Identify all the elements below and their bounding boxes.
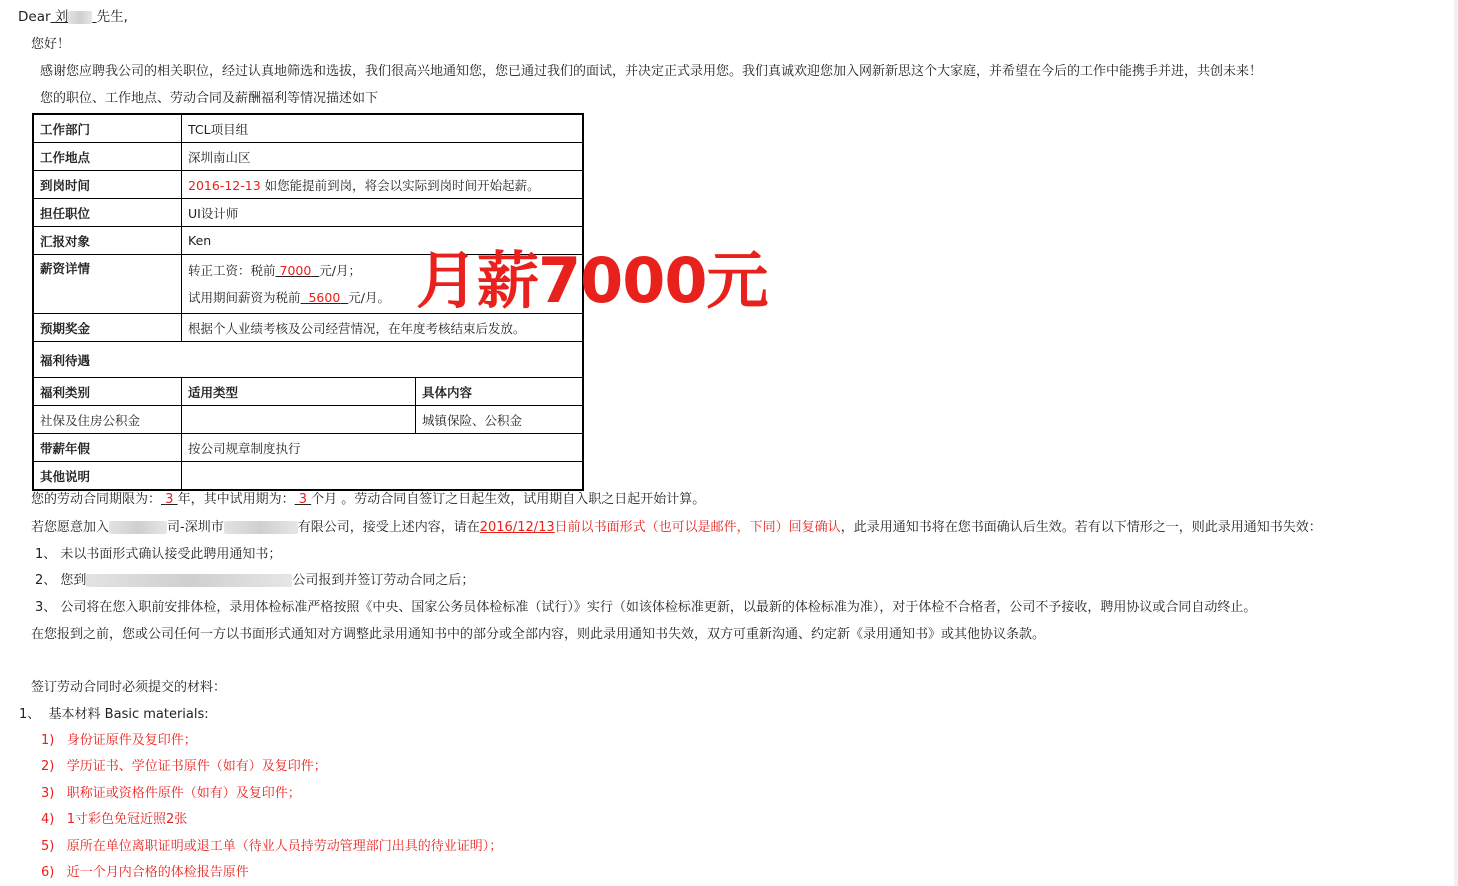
list-item <box>41 838 502 856</box>
salary-regular-suffix: 元/月； <box>319 263 361 278</box>
welfare-header-apply: 适用类型 <box>182 378 416 406</box>
condition-2-suffix: 公司报到并签订劳动合同之后； <box>292 573 475 588</box>
location-label: 工作地点 <box>33 143 182 171</box>
reply-deadline-date: 2016/12/13 <box>479 520 555 535</box>
welfare-apply <box>182 406 416 434</box>
acceptance-prefix: 若您愿意加入 <box>31 520 110 535</box>
table-row <box>33 342 583 378</box>
list-item-number: 2) <box>41 759 55 774</box>
report-to-value: Ken <box>182 227 584 255</box>
position-label: 担任职位 <box>33 199 182 227</box>
annual-leave-value: 按公司规章制度执行 <box>182 434 584 462</box>
list-item <box>41 785 301 803</box>
welfare-header-type: 福利类别 <box>33 378 182 406</box>
welfare-detail: 城镇保险、公积金 <box>416 406 584 434</box>
scrollbar-track[interactable] <box>1454 0 1458 886</box>
table-row <box>33 378 583 406</box>
salary-regular-value: 7000 <box>279 263 312 278</box>
salutation-name-underline <box>51 9 97 25</box>
table-row <box>33 434 583 462</box>
redaction-blur <box>86 574 292 587</box>
before-report-paragraph: 在您报到之前，您或公司任何一方以书面形式通知对方调整此录用通知书中的部分或全部内容，则此录用通知书失效，双方可重新沟通、约定新《录用通知书》或其他协议条款。 <box>31 627 1046 642</box>
table-row <box>33 143 583 171</box>
table-row <box>33 462 583 491</box>
list-item <box>41 811 187 829</box>
probation-months-underline <box>295 492 312 507</box>
list-item <box>41 864 249 882</box>
basic-materials-number: 1、 <box>19 707 41 722</box>
dept-value: TCL项目组 <box>182 114 584 143</box>
salutation-prefix: Dear <box>18 9 51 25</box>
contract-years: 3 <box>165 492 174 507</box>
salutation <box>18 8 128 26</box>
start-date-label: 到岗时间 <box>33 171 182 199</box>
contract-term-prefix: 您的劳动合同期限为： <box>31 492 162 507</box>
list-item-text: 身份证原件及复印件； <box>66 733 197 748</box>
list-item-number: 1) <box>41 733 55 748</box>
start-date-value: 2016-12-13 <box>188 177 261 193</box>
list-item-number: 3) <box>41 786 55 801</box>
other-value <box>182 462 584 491</box>
welfare-header-detail: 具体内容 <box>416 378 584 406</box>
table-row <box>33 314 583 342</box>
salutation-surname: 刘 <box>54 9 69 25</box>
redaction-blur <box>109 521 167 534</box>
condition-2 <box>35 572 474 590</box>
salary-probation-value: 5600 <box>308 290 341 305</box>
table-row <box>33 114 583 143</box>
reply-instruction: 日前以书面形式（也可以是邮件，下同）回复确认 <box>554 520 841 535</box>
list-item-number: 4) <box>41 812 55 827</box>
contract-term-suffix: 个月 。劳动合同自签订之日起生效，试用期自入职之日起开始计算。 <box>311 492 706 507</box>
contract-term-middle: 年，其中试用期为： <box>177 492 295 507</box>
list-item-text: 1寸彩色免冠近照2张 <box>66 812 188 827</box>
basic-materials-heading <box>19 706 209 724</box>
dept-label: 工作部门 <box>33 114 182 143</box>
list-item-number: 6) <box>41 865 55 880</box>
bonus-value: 根据个人业绩考核及公司经营情况，在年度考核结束后发放。 <box>182 314 584 342</box>
greeting: 您好！ <box>31 37 71 52</box>
intro-paragraph: 感谢您应聘我公司的相关职位，经过认真地筛选和选拔，我们很高兴地通知您，您已通过我们的面试，并决定正式录用您。我们真诚欢迎您加入网新新思这个大家庭，并希望在今后的工作中能携手并进，共创未来！ <box>40 64 1263 79</box>
table-row <box>33 406 583 434</box>
salary-overlay-annotation: 月薪7000元 <box>416 244 768 317</box>
redaction-blur <box>68 11 92 24</box>
list-item-text: 原所在单位离职证明或退工单（待业人员持劳动管理部门出具的待业证明）； <box>66 839 503 854</box>
list-item-text: 职称证或资格件原件（如有）及复印件； <box>66 786 301 801</box>
salary-regular-prefix: 转正工资：税前 <box>188 263 276 278</box>
annual-leave-label: 带薪年假 <box>33 434 182 462</box>
acceptance-company-part: 司-深圳市 <box>167 520 224 535</box>
redaction-blur <box>224 521 298 534</box>
salary-probation-suffix: 元/月。 <box>348 290 390 305</box>
acceptance-suffix: ，此录用通知书将在您书面确认后生效。若有以下情形之一，则此录用通知书失效： <box>840 520 1322 535</box>
report-to-label: 汇报对象 <box>33 227 182 255</box>
salary-probation-underline <box>301 290 349 305</box>
list-item <box>41 732 197 750</box>
acceptance-paragraph <box>31 519 1322 537</box>
condition-2-prefix: 2、 您到 <box>35 573 87 588</box>
salutation-suffix: 先生, <box>96 9 128 25</box>
welfare-type: 社保及住房公积金 <box>33 406 182 434</box>
condition-3: 3、 公司将在您入职前安排体检，录用体检标准严格按照《中央、国家公务员体检标准（试行）》实行（如该体检标准更新，以最新的体检标准为准），对于体检不合格者，公司不予接收，聘用协议或合同自动终止。 <box>35 600 1257 615</box>
location-value: 深圳南山区 <box>182 143 584 171</box>
start-date-note: 如您能提前到岗，将会以实际到岗时间开始起薪。 <box>264 177 540 193</box>
bonus-label: 预期奖金 <box>33 314 182 342</box>
salary-regular-underline <box>276 263 320 278</box>
list-item-number: 5) <box>41 839 55 854</box>
start-date-cell <box>182 171 584 199</box>
materials-title: 签订劳动合同时必须提交的材料： <box>31 680 227 695</box>
salary-probation-prefix: 试用期间薪资为税前 <box>188 290 301 305</box>
position-value: UI设计师 <box>182 199 584 227</box>
probation-months: 3 <box>298 492 308 507</box>
contract-years-underline <box>161 492 178 507</box>
table-row <box>33 199 583 227</box>
list-item-text: 学历证书、学位证书原件（如有）及复印件； <box>66 759 327 774</box>
list-item-text: 近一个月内合格的体检报告原件 <box>66 865 249 880</box>
table-row <box>33 171 583 199</box>
condition-1: 1、 未以书面形式确认接受此聘用通知书； <box>35 547 282 562</box>
contract-term <box>31 491 705 509</box>
other-label: 其他说明 <box>33 462 182 491</box>
salary-label: 薪资详情 <box>33 255 182 314</box>
acceptance-middle: 有限公司，接受上述内容，请在 <box>297 520 480 535</box>
table-intro: 您的职位、工作地点、劳动合同及薪酬福利等情况描述如下 <box>40 91 379 106</box>
basic-materials-label: 基本材料 Basic materials: <box>48 707 209 722</box>
welfare-section-title: 福利待遇 <box>33 342 583 378</box>
list-item <box>41 758 327 776</box>
